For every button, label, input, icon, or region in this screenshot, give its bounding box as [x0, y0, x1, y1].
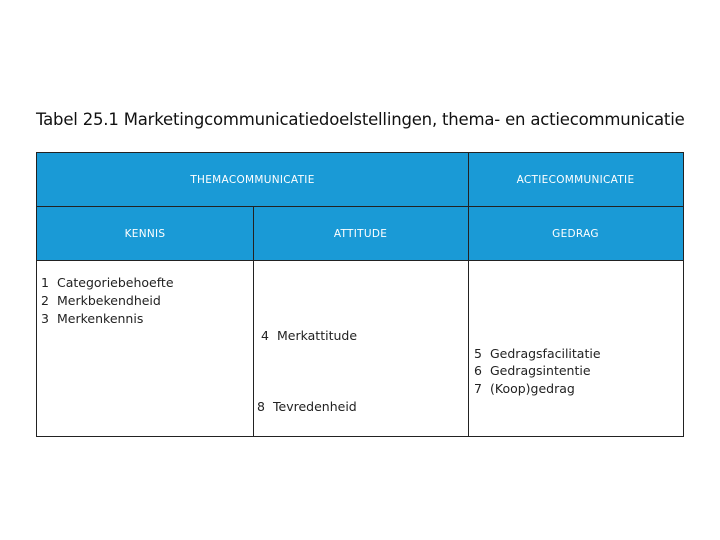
item-number: 7: [474, 381, 482, 396]
table-title: Tabel 25.1 Marketingcommunicatiedoelstellingen, thema- en actiecommunicatie: [36, 110, 685, 129]
item-number: 5: [474, 346, 482, 361]
list-item-kennis-1: [41, 273, 174, 292]
divider-thema-actie: [468, 153, 469, 436]
header-themacommunicatie-label: THEMACOMMUNICATIE: [190, 173, 315, 186]
header-attitude-label: ATTITUDE: [333, 227, 388, 240]
divider-kennis-attitude: [253, 206, 254, 436]
item-label: Gedragsintentie: [490, 363, 591, 378]
list-item-attitude-8: [257, 397, 357, 416]
header-actiecommunicatie: [468, 153, 683, 206]
item-label: Merkenkennis: [57, 311, 144, 326]
item-number: 1: [41, 275, 49, 290]
divider-header-row1: [37, 206, 683, 207]
list-item-gedrag-7: [474, 379, 575, 398]
list-item-kennis-3: [41, 309, 143, 328]
item-label: Tevredenheid: [273, 399, 357, 414]
item-label: Gedragsfacilitatie: [490, 346, 601, 361]
item-label: (Koop)gedrag: [490, 381, 575, 396]
item-number: 8: [257, 399, 265, 414]
item-number: 6: [474, 363, 482, 378]
header-gedrag-label: GEDRAG: [552, 227, 599, 240]
item-label: Merkbekendheid: [57, 293, 161, 308]
item-label: Merkattitude: [277, 328, 358, 343]
item-number: 3: [41, 311, 49, 326]
item-number: 4: [261, 328, 269, 343]
list-item-gedrag-6: [474, 361, 591, 380]
header-actiecommunicatie-label: ACTIECOMMUNICATIE: [516, 173, 635, 186]
header-kennis-label: KENNIS: [124, 227, 166, 240]
header-gedrag: [468, 207, 683, 260]
list-item-attitude-4: [261, 326, 357, 345]
header-themacommunicatie: [37, 153, 468, 206]
objectives-table: [36, 152, 684, 437]
header-kennis: [37, 207, 253, 260]
header-attitude: [253, 207, 468, 260]
item-label: Categoriebehoefte: [57, 275, 174, 290]
list-item-kennis-2: [41, 291, 161, 310]
item-number: 2: [41, 293, 49, 308]
divider-header-row2: [37, 260, 683, 261]
